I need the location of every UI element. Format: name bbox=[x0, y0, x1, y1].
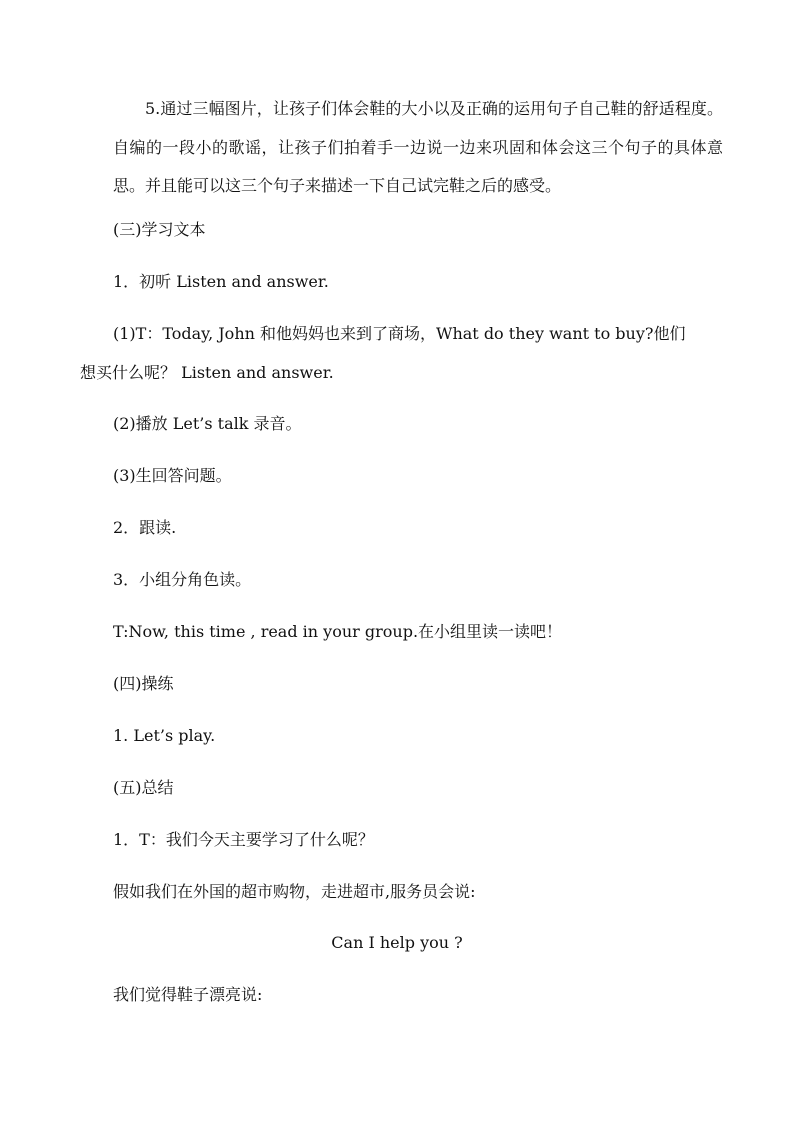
step-group-role-reading: 3．小组分角色读。 bbox=[113, 570, 252, 589]
step-play-recording: (2)播放 Let’s talk 录音。 bbox=[113, 414, 302, 433]
teacher-instruction-group: T:Now, this time , read in your group.在小组里读一读吧！ bbox=[113, 622, 563, 641]
step-teacher-question-cont: 想买什么呢？ Listen and answer. bbox=[80, 363, 334, 382]
step-students-answer: (3)生回答问题。 bbox=[113, 466, 232, 485]
summary-scenario: 假如我们在外国的超市购物，走进超市,服务员会说: bbox=[113, 882, 476, 901]
step-follow-reading: 2．跟读. bbox=[113, 518, 177, 537]
summary-shoes-pretty: 我们觉得鞋子漂亮说: bbox=[113, 985, 263, 1004]
step-first-listen: 1．初听 Listen and answer. bbox=[113, 272, 329, 291]
section-heading-practice: (四)操练 bbox=[113, 674, 174, 693]
paragraph-step-5: 5.通过三幅图片，让孩子们体会鞋的大小以及正确的运用句子自己鞋的舒适程度。自编的一段小的歌谣，让孩子们拍着手一边说一边来巩固和体会这三个句子的具体意思。并且能可以这三个句子来描述一下自己试完鞋之后的感受。 bbox=[113, 99, 723, 195]
step-lets-play: 1. Let’s play. bbox=[113, 726, 216, 745]
section-heading-summary: (五)总结 bbox=[113, 778, 174, 797]
phrase-can-i-help-you: Can I help you ? bbox=[331, 933, 463, 952]
step-teacher-question: (1)T：Today, John 和他妈妈也来到了商场，What do they want to buy?他们 bbox=[113, 324, 686, 343]
step-summary-question: 1．T：我们今天主要学习了什么呢？ bbox=[113, 830, 374, 849]
section-heading-study-text: (三)学习文本 bbox=[113, 220, 206, 239]
